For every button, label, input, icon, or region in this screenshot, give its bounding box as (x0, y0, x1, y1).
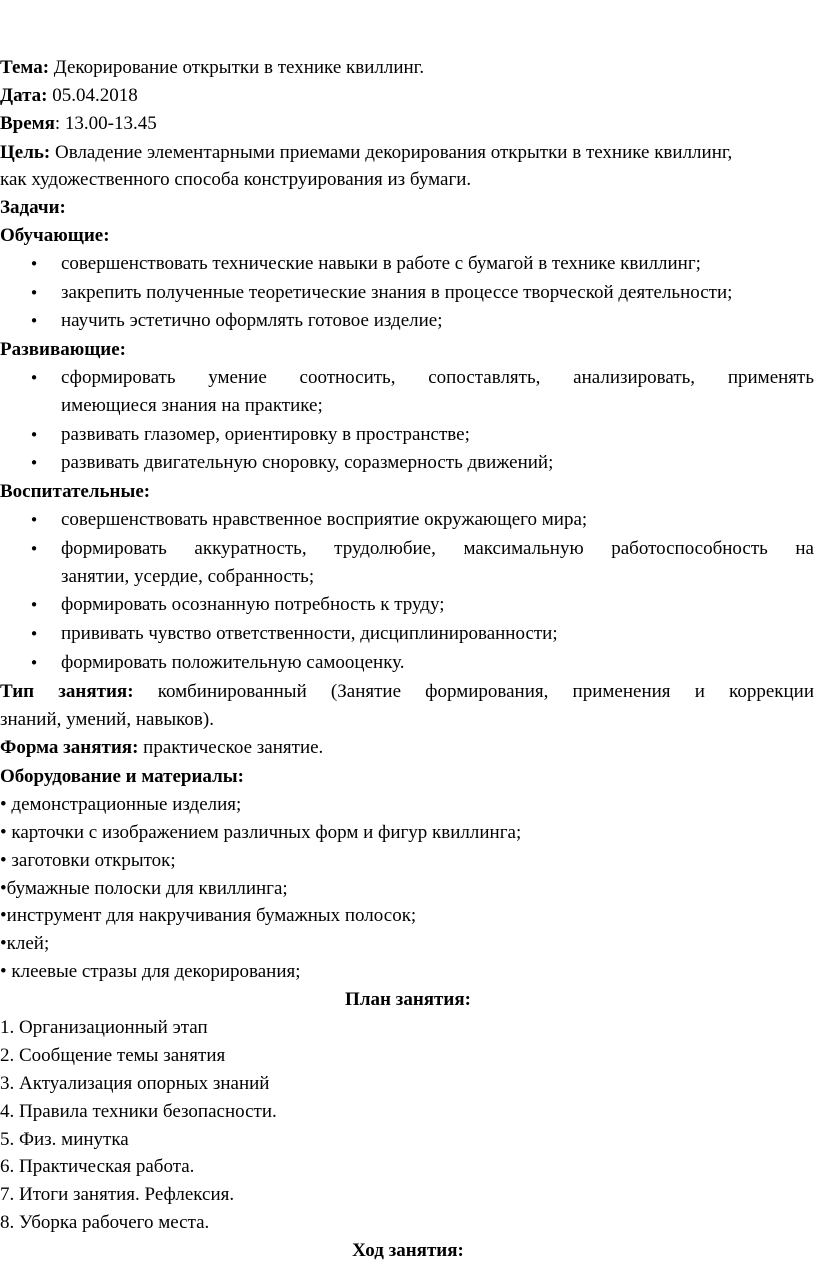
time-value: : 13.00-13.45 (54, 113, 157, 134)
goal-label: Цель: (0, 142, 51, 163)
bullet-icon (27, 622, 41, 646)
upbringing-heading: Воспитательные: (0, 481, 151, 502)
goal-line-2: как художественного способа конструирования из бумаги. (0, 169, 472, 190)
bullet-icon (27, 309, 41, 333)
teaching-item: научить эстетично оформлять готовое изделие; (61, 310, 443, 331)
lesson-form-line (0, 736, 323, 760)
developing-item: развивать двигательную сноровку, соразмерность движений; (61, 452, 554, 473)
equipment-item: •бумажные полоски для квиллинга; (0, 878, 288, 899)
upbringing-item: формировать положительную самооценку. (61, 652, 405, 673)
bullet-icon (27, 451, 41, 475)
time-label: Время (0, 113, 55, 134)
bullet-icon (27, 281, 41, 305)
lesson-type-value: комбинированный (Занятие формирования, применения и коррекции (133, 681, 814, 702)
plan-item: 4. Правила техники безопасности. (0, 1101, 277, 1122)
upbringing-item-continued: занятии, усердие, собранность; (61, 566, 315, 587)
teaching-item: совершенствовать технические навыки в работе с бумагой в технике квиллинг; (61, 253, 701, 274)
date-label: Дата: (0, 85, 48, 106)
lesson-form-label: Форма занятия: (0, 737, 139, 758)
upbringing-item: формировать аккуратность, трудолюбие, максимальную работоспособность на (61, 538, 814, 559)
plan-item: 1. Организационный этап (0, 1017, 208, 1038)
equipment-item: • клеевые стразы для декорирования; (0, 961, 301, 982)
equipment-heading: Оборудование и материалы: (0, 766, 244, 787)
developing-item: развивать глазомер, ориентировку в пространстве; (61, 424, 470, 445)
bullet-icon (27, 366, 41, 390)
teaching-item: закрепить полученные теоретические знания в процессе творческой деятельности; (61, 282, 733, 303)
upbringing-item: совершенствовать нравственное восприятие окружающего мира; (61, 509, 588, 530)
plan-item: 2. Сообщение темы занятия (0, 1045, 226, 1066)
bullet-icon (27, 423, 41, 447)
lesson-type-line-2: знаний, умений, навыков). (0, 709, 214, 730)
topic-label: Тема: (0, 57, 50, 78)
teaching-heading: Обучающие: (0, 225, 110, 246)
lesson-type-line-1 (0, 680, 814, 704)
bullet-icon (27, 651, 41, 675)
lesson-form-value: практическое занятие. (138, 737, 324, 758)
topic-value: Декорирование открытки в технике квиллинг. (49, 57, 425, 78)
equipment-item: •инструмент для накручивания бумажных полосок; (0, 905, 417, 926)
equipment-item: • демонстрационные изделия; (0, 794, 242, 815)
bullet-icon (27, 252, 41, 276)
plan-heading: План занятия: (345, 989, 471, 1010)
upbringing-item: формировать осознанную потребность к труду; (61, 594, 445, 615)
bullet-icon (27, 593, 41, 617)
equipment-item: • заготовки открыток; (0, 850, 176, 871)
bullet-icon (27, 537, 41, 561)
plan-item: 5. Физ. минутка (0, 1129, 129, 1150)
bullet-icon (27, 508, 41, 532)
equipment-item: •клей; (0, 933, 50, 954)
upbringing-item: прививать чувство ответственности, дисциплинированности; (61, 623, 558, 644)
progress-heading: Ход занятия: (352, 1240, 464, 1261)
goal-line-1 (0, 141, 732, 165)
plan-item: 7. Итоги занятия. Рефлексия. (0, 1184, 235, 1205)
developing-item-continued: имеющиеся знания на практике; (61, 395, 323, 416)
date-value: 05.04.2018 (47, 85, 138, 106)
equipment-item: • карточки с изображением различных форм и фигур квиллинга; (0, 822, 522, 843)
tasks-heading: Задачи: (0, 197, 66, 218)
developing-item: сформировать умение соотносить, сопоставлять, анализировать, применять (61, 367, 814, 388)
time-line (0, 112, 157, 136)
plan-item: 3. Актуализация опорных знаний (0, 1073, 270, 1094)
goal-text: Овладение элементарными приемами декорирования открытки в технике квиллинг, (50, 142, 733, 163)
plan-item: 6. Практическая работа. (0, 1156, 195, 1177)
lesson-type-label: Тип занятия: (0, 681, 134, 702)
date-line (0, 84, 138, 108)
topic-line (0, 56, 424, 80)
plan-item: 8. Уборка рабочего места. (0, 1212, 210, 1233)
developing-heading: Развивающие: (0, 339, 126, 360)
